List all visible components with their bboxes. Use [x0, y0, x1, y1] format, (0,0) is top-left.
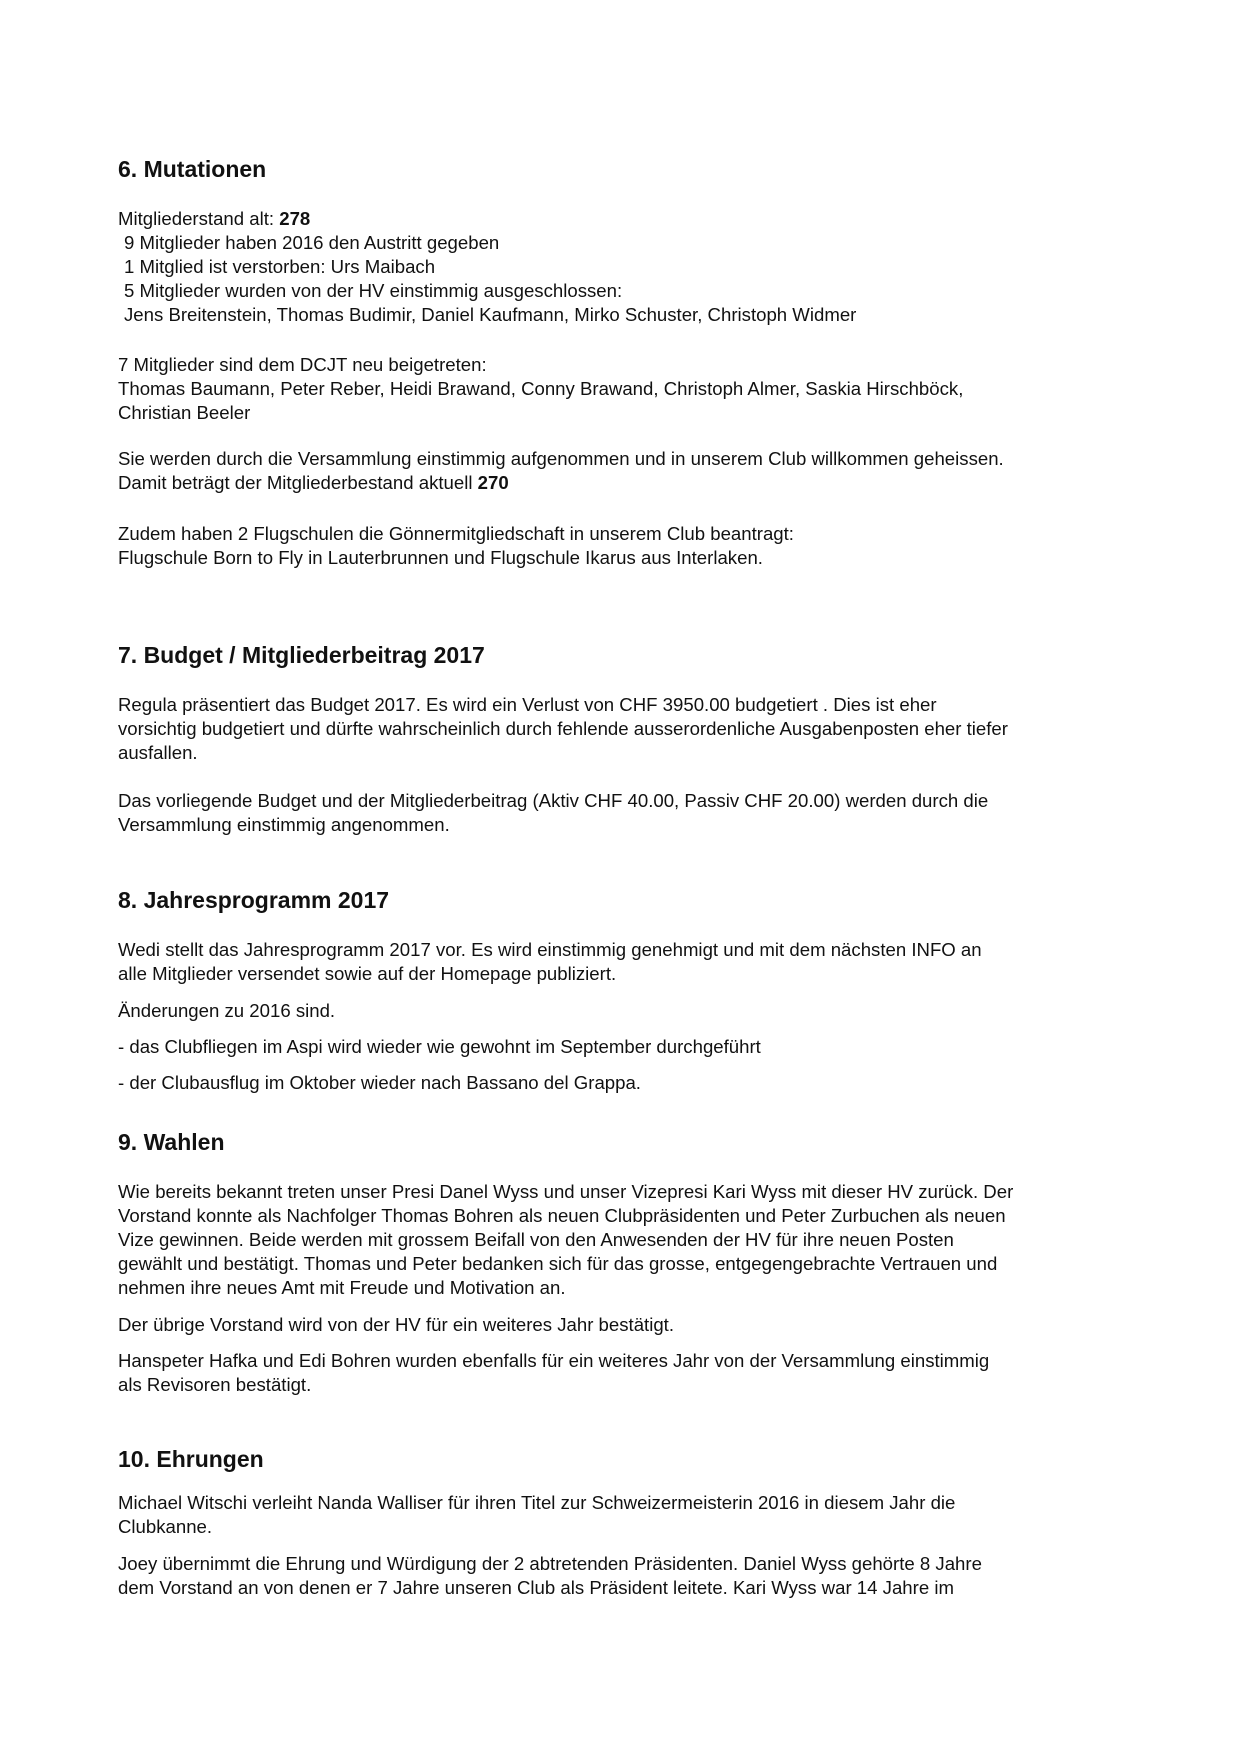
- excluded-line: 5 Mitglieder wurden von der HV einstimmig ausgeschlossen:: [124, 280, 623, 301]
- changes-item-2: - der Clubausflug im Oktober wieder nach Bassano del Grappa.: [118, 1072, 641, 1093]
- elections-text-line-3: Vize gewinnen. Beide werden mit grossem Beifall von den Anwesenden der HV für ihre neuen Posten: [118, 1229, 954, 1250]
- changes-item-1: - das Clubfliegen im Aspi wird wieder wie gewohnt im September durchgeführt: [118, 1036, 761, 1057]
- budget-text-line-1: Regula präsentiert das Budget 2017. Es wird ein Verlust von CHF 3950.00 budgetiert . Dies ist eher: [118, 694, 937, 715]
- deceased-line: 1 Mitglied ist verstorben: Urs Maibach: [124, 256, 436, 277]
- section-6-members: [118, 207, 1138, 327]
- section-10-paragraph-2: [118, 1552, 1138, 1600]
- section-9-heading: 9. Wahlen: [118, 1129, 225, 1155]
- resignations-line: 9 Mitglieder haben 2016 den Austritt gegeben: [124, 232, 500, 253]
- changes-intro: Änderungen zu 2016 sind.: [118, 1000, 336, 1021]
- excluded-names: Jens Breitenstein, Thomas Budimir, Daniel Kaufmann, Mirko Schuster, Christoph Widmer: [124, 304, 857, 325]
- member-count-old: [118, 207, 1138, 231]
- honors-text-line-1: Michael Witschi verleiht Nanda Walliser für ihren Titel zur Schweizermeisterin 2016 in diesem Jahr die: [118, 1492, 956, 1513]
- member-count-old-label: Mitgliederstand alt:: [118, 208, 280, 229]
- elections-text-line-1: Wie bereits bekannt treten unser Presi Danel Wyss und unser Vizepresi Kari Wyss mit dieser HV zurück. Der: [118, 1181, 1014, 1202]
- section-10-paragraph-1: [118, 1491, 1138, 1539]
- section-7-paragraph-1: [118, 693, 1138, 765]
- section-6-heading: 6. Mutationen: [118, 156, 267, 182]
- member-count-old-value: 278: [279, 208, 311, 229]
- section-9-paragraph-3: [118, 1349, 1138, 1397]
- section-6-new-members: [118, 353, 1138, 425]
- elections-text-line-5: nehmen ihre neues Amt mit Freude und Motivation an.: [118, 1277, 566, 1298]
- budget-decision-line-1: Das vorliegende Budget und der Mitgliederbeitrag (Aktiv CHF 40.00, Passiv CHF 20.00) werden durch die: [118, 790, 989, 811]
- board-confirmation: Der übrige Vorstand wird von der HV für ein weiteres Jahr bestätigt.: [118, 1314, 675, 1335]
- elections-text-line-2: Vorstand konnte als Nachfolger Thomas Bohren als neuen Clubpräsidenten und Peter Zurbuchen als neuen: [118, 1205, 1006, 1226]
- program-text-line-1: Wedi stellt das Jahresprogramm 2017 vor. Es wird einstimmig genehmigt und mit dem nächsten INFO an: [118, 939, 982, 960]
- honors-text-line-2: Clubkanne.: [118, 1516, 213, 1537]
- new-members-intro: 7 Mitglieder sind dem DCJT neu beigetreten:: [118, 354, 487, 375]
- member-count-current-label: Damit beträgt der Mitgliederbestand aktuell: [118, 472, 478, 493]
- admission-line: Sie werden durch die Versammlung einstimmig aufgenommen und in unserem Club willkommen geheissen.: [118, 448, 1004, 469]
- section-8-heading: 8. Jahresprogramm 2017: [118, 887, 390, 913]
- program-text-line-2: alle Mitglieder versendet sowie auf der Homepage publiziert.: [118, 963, 617, 984]
- section-6-admission: [118, 447, 1138, 495]
- auditors-line-2: als Revisoren bestätigt.: [118, 1374, 312, 1395]
- elections-text-line-4: gewählt und bestätigt. Thomas und Peter bedanken sich für das grosse, entgegengebrachte Vertrauen und: [118, 1253, 998, 1274]
- honors-presidents-line-1: Joey übernimmt die Ehrung und Würdigung der 2 abtretenden Präsidenten. Daniel Wyss gehörte 8 Jahre: [118, 1553, 982, 1574]
- member-count-current-value: 270: [477, 472, 509, 493]
- section-10-heading: 10. Ehrungen: [118, 1446, 264, 1472]
- honors-presidents-line-2: dem Vorstand an von denen er 7 Jahre unseren Club als Präsident leitete. Kari Wyss war 14 Jahre im: [118, 1577, 954, 1598]
- budget-text-line-2: vorsichtig budgetiert und dürfte wahrscheinlich durch fehlende ausserordenliche Ausgabenposten eher tiefer: [118, 718, 1008, 739]
- patrons-line-1: Zudem haben 2 Flugschulen die Gönnermitgliedschaft in unserem Club beantragt:: [118, 523, 794, 544]
- budget-decision-line-2: Versammlung einstimmig angenommen.: [118, 814, 450, 835]
- section-7-paragraph-2: [118, 789, 1138, 837]
- section-9-paragraph-1: [118, 1180, 1138, 1300]
- section-8-paragraph-1: [118, 938, 1138, 986]
- new-members-names-1: Thomas Baumann, Peter Reber, Heidi Brawand, Conny Brawand, Christoph Almer, Saskia Hirschböck,: [118, 378, 964, 399]
- new-members-names-2: Christian Beeler: [118, 402, 251, 423]
- member-count-current: [118, 471, 1138, 495]
- auditors-line-1: Hanspeter Hafka und Edi Bohren wurden ebenfalls für ein weiteres Jahr von der Versammlung einstimmig: [118, 1350, 990, 1371]
- section-7-heading: 7. Budget / Mitgliederbeitrag 2017: [118, 642, 485, 668]
- section-6-patrons: [118, 522, 1138, 570]
- budget-text-line-3: ausfallen.: [118, 742, 198, 763]
- patrons-line-2: Flugschule Born to Fly in Lauterbrunnen und Flugschule Ikarus aus Interlaken.: [118, 547, 763, 568]
